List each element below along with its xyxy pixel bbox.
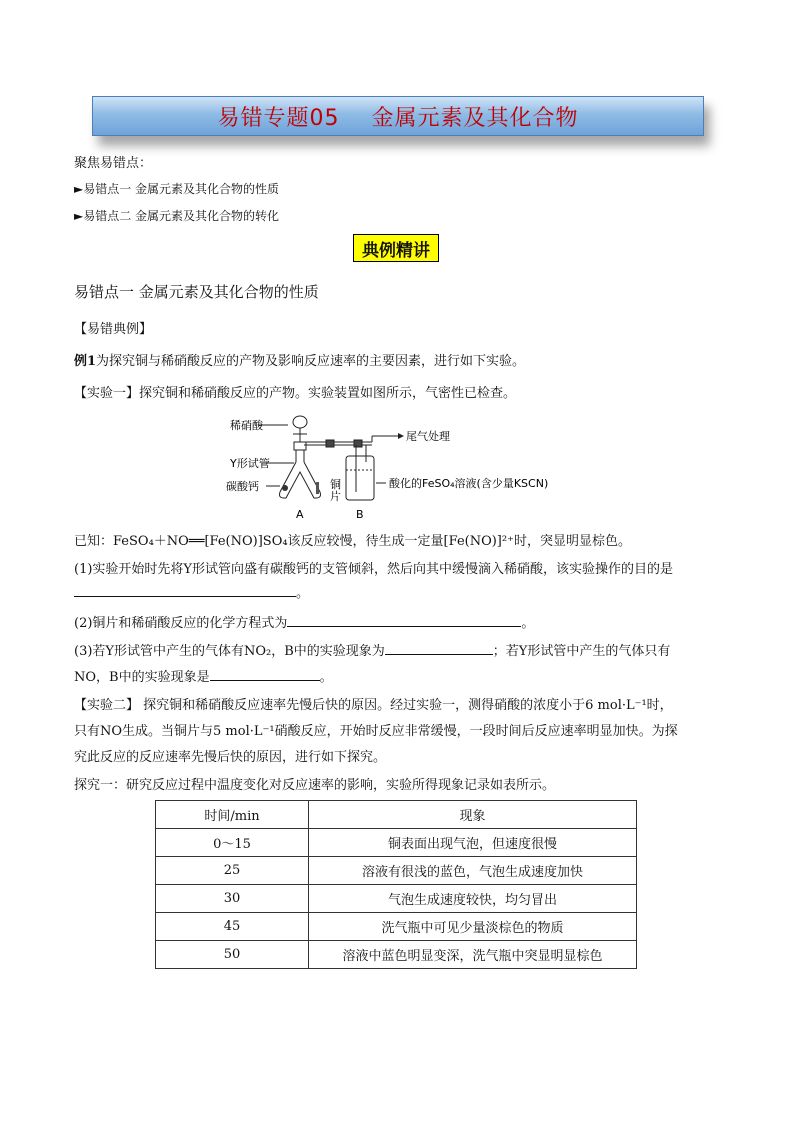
label-b: B [356,508,364,521]
tube-joint-2 [354,440,362,447]
cell-phenomenon: 溶液中蓝色明显变深，洗气瓶中突显明显棕色 [309,941,637,969]
known-text: 已知：FeSO₄＋NO══[Fe(NO)]SO₄该反应较慢，待生成一定量[Fe(NO)]²⁺时，突显明显棕色。 [74,534,631,549]
exhaust-arrow-head [398,433,404,439]
cell-phenomenon: 溶液有很浅的蓝色，气泡生成速度加快 [309,857,637,885]
focus-label: 聚焦易错点： [74,156,153,171]
header-time: 时间/min [156,801,309,829]
cell-phenomenon: 洗气瓶中可见少量淡棕色的物质 [309,913,637,941]
table-row [156,941,637,969]
question-2 [74,612,534,631]
label-copper-2: 片 [330,490,341,503]
question-1-answer [74,582,309,601]
question-3-text-c: NO，B中的实验现象是 [74,670,210,685]
section-badge: 典例精讲 [353,234,439,262]
banner-title: 易错专题05 金属元素及其化合物 [217,105,579,131]
experiment-2-line-2: 只有NO生成。当铜片与5 mol·L⁻¹硝酸反应，开始时反应非常缓慢，一段时间后反应速率明显加快。为探 [74,724,678,739]
label-y-tube: Y形试管 [230,457,270,470]
question-3-line-2 [74,666,333,685]
label-caco3: 碳酸钙 [226,480,259,493]
funnel-bulb [293,416,307,428]
question-3-line-1 [74,640,670,659]
title-banner [92,96,704,136]
cell-time: 45 [156,913,309,941]
cell-time: 50 [156,941,309,969]
label-exhaust: 尾气处理 [406,430,450,443]
label-solution: 酸化的FeSO₄溶液(含少量KSCN) [389,477,549,490]
experiment-2-line-1: 【实验二】 探究铜和稀硝酸反应速率先慢后快的原因。经过实验一，测得硝酸的浓度小于6 mol·L⁻¹时， [74,698,673,713]
table-header-row [156,801,637,829]
cell-time: 25 [156,857,309,885]
question-3-text-b: ；若Y形试管中产生的气体只有 [492,644,671,659]
y-tube-body [280,462,321,498]
stopper [294,442,306,450]
label-copper-1: 铜 [330,478,341,491]
answer-blank-3a[interactable] [385,640,493,655]
question-3-text-a: (3)若Y形试管中产生的气体有NO₂，B中的实验现象为 [74,644,385,659]
table-row [156,857,637,885]
answer-blank-1[interactable] [74,582,296,597]
header-phenomenon: 现象 [309,801,637,829]
focus-point-2: ►易错点二 金属元素及其化合物的转化 [74,209,280,223]
cell-phenomenon: 气泡生成速度较快，均匀冒出 [309,885,637,913]
table-row [156,885,637,913]
caco3-lump [282,485,288,491]
focus-point-1: ►易错点一 金属元素及其化合物的性质 [74,182,280,196]
question-2-end: 。 [521,616,535,631]
observation-table [155,800,637,969]
table-row [156,829,637,857]
cell-phenomenon: 铜表面出现气泡，但速度很慢 [309,829,637,857]
apparatus-diagram [222,412,582,524]
section-heading: 易错点一 金属元素及其化合物的性质 [74,283,319,301]
answer-blank-2[interactable] [287,612,521,627]
question-2-text: (2)铜片和稀硝酸反应的化学方程式为 [74,616,288,631]
example-1-intro [74,350,525,369]
copper-strip [316,482,319,494]
answer-blank-3b[interactable] [210,666,320,681]
experiment-1-text: 【实验一】探究铜和稀硝酸反应的产物。实验装置如图所示，气密性已检查。 [74,386,517,401]
label-acid: 稀硝酸 [230,419,263,432]
question-1: (1)实验开始时先将Y形试管向盛有碳酸钙的支管倾斜，然后向其中缓慢滴入稀硝酸，该实验操作的目的是 [74,562,673,577]
example-text: 为探究铜与稀硝酸反应的产物及影响反应速率的主要因素，进行如下实验。 [96,354,526,369]
experiment-2-line-3: 究此反应的反应速率先慢后快的原因，进行如下探究。 [74,750,387,765]
cell-time: 30 [156,885,309,913]
question-3-end: 。 [319,670,333,685]
label-a: A [296,508,304,521]
question-1-end: 。 [296,586,310,601]
cell-time: 0～15 [156,829,309,857]
tube-joint-1 [326,440,334,447]
example-number: 例1 [74,354,97,369]
example-tag: 【易错典例】 [74,322,153,337]
table-row [156,913,637,941]
probe-1-text: 探究一：研究反应过程中温度变化对反应速率的影响，实验所得现象记录如表所示。 [74,778,556,793]
wash-bottle [346,456,374,500]
